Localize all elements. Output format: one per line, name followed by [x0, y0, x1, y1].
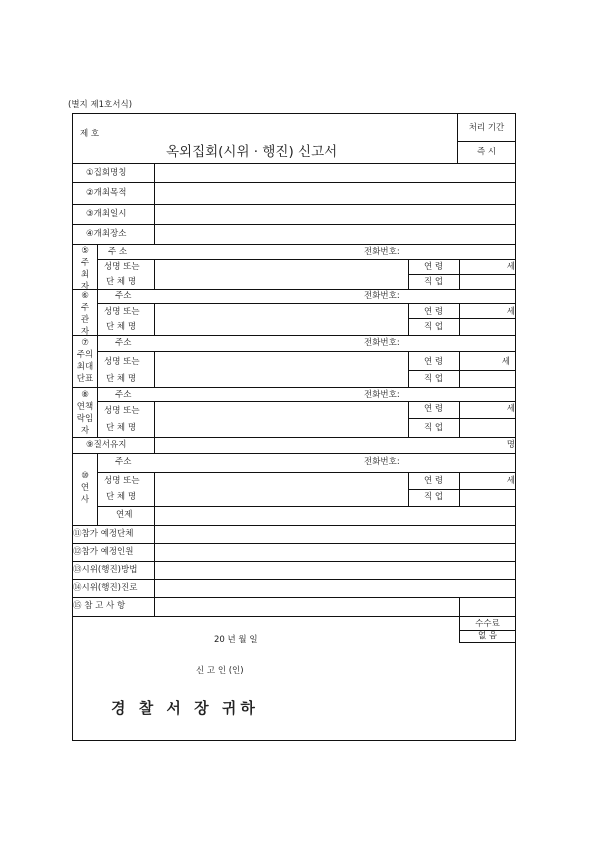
form-title: 옥외집회(시위 · 행진) 신고서 [166, 144, 338, 160]
organizer-group-label: 단 체 명 [106, 277, 137, 287]
co-organizer-job-label: 직 업 [423, 322, 444, 332]
co-organizer-age-label: 연 령 [423, 307, 444, 317]
remarks-label: ⑮ 참 고 사 항 [73, 601, 126, 611]
representative-address-label: 주소 [115, 338, 132, 348]
co-organizer-section-label: ⑥ 주 관 자 [80, 291, 90, 337]
speaker-topic-label: 연제 [116, 510, 133, 520]
contact-person-age-label: 연 령 [423, 404, 444, 414]
participating-groups-label: ⑪참가 예정단체 [73, 529, 134, 539]
order-keeping-label: ⑨질서유지 [86, 440, 127, 450]
speaker-section-label: ⑩ 연 사 [80, 471, 90, 505]
march-route-label: ⑭시위(행진)진로 [73, 583, 138, 593]
fee-label: 수수료 [475, 619, 500, 629]
speaker-group-label: 단 체 명 [106, 492, 137, 502]
meeting-purpose-label: ②개최목적 [86, 188, 127, 198]
fee-value: 없 음 [477, 631, 498, 641]
organizer-age-unit: 세 [506, 262, 515, 272]
co-organizer-name-label: 성명 또는 [104, 307, 140, 317]
representative-phone-label: 전화번호: [364, 338, 400, 348]
speaker-age-unit: 세 [506, 476, 515, 486]
contact-person-phone-label: 전화번호: [364, 390, 400, 400]
contact-person-section-label: ⑧ 연책 락임 자 [76, 390, 94, 436]
processing-period-value: 즉 시 [476, 147, 497, 157]
representative-name-label: 성명 또는 [104, 357, 140, 367]
meeting-place-label: ④개최장소 [86, 229, 127, 239]
representative-group-label: 단 체 명 [106, 374, 137, 384]
organizer-address-label: 주 소 [108, 247, 128, 257]
speaker-address-label: 주소 [115, 457, 132, 467]
addressee: 경 찰 서 장 귀하 [111, 699, 259, 717]
report-date: 20 년 월 일 [214, 635, 258, 645]
reporter-signature-line: 신 고 인 (인) [196, 666, 244, 676]
representative-section-label: ⑦ 주의 최대 단표 [76, 338, 94, 384]
processing-period-label: 처리 기간 [468, 123, 505, 133]
co-organizer-address-label: 주소 [115, 291, 132, 301]
organizer-job-label: 직 업 [423, 277, 444, 287]
organizer-phone-label: 전화번호: [364, 247, 400, 257]
co-organizer-group-label: 단 체 명 [106, 322, 137, 332]
contact-person-name-label: 성명 또는 [104, 406, 140, 416]
contact-person-group-label: 단 체 명 [106, 423, 137, 433]
organizer-section-label: ⑤ 주 최 자 [80, 246, 90, 292]
representative-job-label: 직 업 [423, 374, 444, 384]
speaker-phone-label: 전화번호: [364, 457, 400, 467]
representative-age-unit: 세 [501, 357, 510, 367]
contact-person-age-unit: 세 [506, 404, 515, 414]
march-method-label: ⑬시위(행진)방법 [73, 565, 138, 575]
meeting-datetime-label: ③개최일시 [86, 209, 127, 219]
meeting-name-label: ①집회명칭 [86, 168, 127, 178]
organizer-age-label: 연 령 [423, 262, 444, 272]
co-organizer-age-unit: 세 [506, 307, 515, 317]
contact-person-job-label: 직 업 [423, 423, 444, 433]
speaker-name-label: 성명 또는 [104, 476, 140, 486]
co-organizer-phone-label: 전화번호: [364, 291, 400, 301]
representative-age-label: 연 령 [423, 357, 444, 367]
contact-person-address-label: 주소 [115, 390, 132, 400]
document-number-label: 제 호 [80, 129, 100, 139]
order-keeping-unit: 명 [506, 440, 515, 450]
expected-participants-label: ⑫참가 예정인원 [73, 547, 134, 557]
organizer-name-label: 성명 또는 [104, 262, 140, 272]
speaker-age-label: 연 령 [423, 476, 444, 486]
appendix-label: (별지 제1호서식) [68, 100, 133, 110]
speaker-job-label: 직 업 [423, 492, 444, 502]
